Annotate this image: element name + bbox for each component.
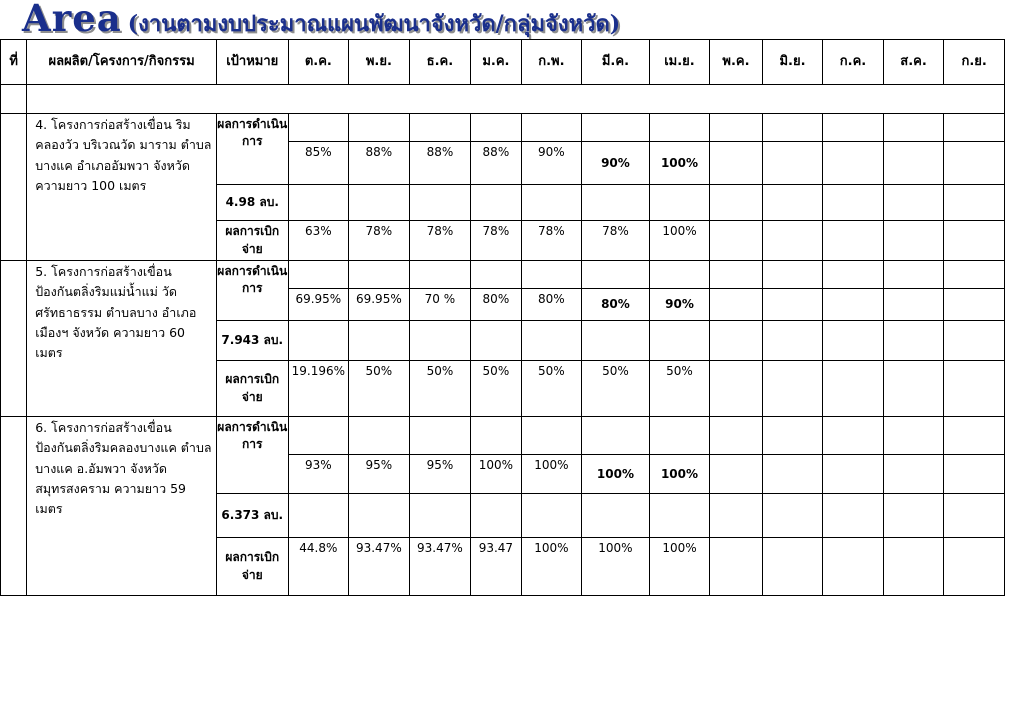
disburse-value: 78% — [471, 221, 521, 261]
target-disburse-label: ผลการเบิกจ่าย — [216, 361, 288, 417]
progress-value: 70 % — [409, 289, 471, 321]
target-progress-label: ผลการดำเนินการ — [216, 261, 288, 321]
empty-cell — [710, 114, 762, 142]
empty-cell — [649, 494, 710, 538]
empty-cell — [521, 114, 582, 142]
progress-value: 100% — [521, 455, 582, 494]
empty-cell — [762, 261, 823, 289]
empty-cell — [883, 494, 944, 538]
empty-cell — [762, 494, 823, 538]
empty-cell — [27, 85, 1005, 114]
empty-cell — [471, 261, 521, 289]
empty-cell — [762, 185, 823, 221]
disburse-value: 93.47% — [409, 538, 471, 596]
empty-cell — [521, 185, 582, 221]
empty-cell — [582, 494, 650, 538]
progress-value: 100% — [582, 455, 650, 494]
progress-value — [883, 289, 944, 321]
empty-cell — [409, 114, 471, 142]
header-month: ก.ค. — [823, 40, 884, 85]
disburse-value: 19.196% — [288, 361, 349, 417]
page-title — [22, 0, 620, 41]
empty-cell — [349, 261, 410, 289]
empty-cell — [349, 494, 410, 538]
progress-value: 69.95% — [288, 289, 349, 321]
progress-value — [762, 455, 823, 494]
empty-cell — [288, 185, 349, 221]
disburse-value — [762, 361, 823, 417]
empty-cell — [582, 114, 650, 142]
empty-cell — [521, 494, 582, 538]
project-row — [1, 261, 1005, 289]
progress-value — [883, 455, 944, 494]
header-month: พ.ย. — [349, 40, 410, 85]
disburse-value: 100% — [521, 538, 582, 596]
empty-cell — [823, 494, 884, 538]
empty-cell — [944, 185, 1005, 221]
empty-cell — [883, 114, 944, 142]
disburse-value — [944, 361, 1005, 417]
empty-cell — [823, 114, 884, 142]
disburse-value: 78% — [521, 221, 582, 261]
progress-value: 88% — [349, 142, 410, 185]
empty-cell — [710, 321, 762, 361]
header-month: เม.ย. — [649, 40, 710, 85]
empty-cell — [288, 494, 349, 538]
disburse-value: 44.8% — [288, 538, 349, 596]
disburse-value: 63% — [288, 221, 349, 261]
empty-cell — [521, 417, 582, 455]
title-subtitle: (งานตามงบประมาณแผนพัฒนาจังหวัด/กลุ่มจังหวัด) — [127, 11, 621, 37]
row-number-cell — [1, 114, 27, 261]
header-project: ผลผลิต/โครงการ/กิจกรรม — [27, 40, 217, 85]
empty-row — [1, 85, 1005, 114]
disburse-value: 100% — [582, 538, 650, 596]
progress-table — [0, 39, 1005, 596]
progress-value: 90% — [582, 142, 650, 185]
progress-value — [710, 289, 762, 321]
header-month: พ.ค. — [710, 40, 762, 85]
empty-cell — [944, 417, 1005, 455]
progress-value — [762, 142, 823, 185]
target-progress-label: ผลการดำเนินการ — [216, 417, 288, 494]
empty-cell — [944, 321, 1005, 361]
empty-cell — [762, 321, 823, 361]
header-no: ที่ — [1, 40, 27, 85]
progress-value: 100% — [649, 142, 710, 185]
disburse-value: 78% — [582, 221, 650, 261]
header-month: มี.ค. — [582, 40, 650, 85]
progress-value: 88% — [471, 142, 521, 185]
disburse-value — [823, 538, 884, 596]
empty-cell — [521, 321, 582, 361]
empty-cell — [349, 417, 410, 455]
empty-cell — [288, 417, 349, 455]
disburse-value — [710, 538, 762, 596]
row-number-cell — [1, 261, 27, 417]
empty-cell — [649, 185, 710, 221]
empty-cell — [582, 321, 650, 361]
empty-cell — [1, 85, 27, 114]
empty-cell — [649, 114, 710, 142]
progress-value — [823, 142, 884, 185]
project-name: 6. โครงการก่อสร้างเขื่อน ป้องกันตลิ่งริมคลองบางแค ตำบลบางแค อ.อัมพวา จังหวัดสมุทรสงคราม ความยาว 59 เมตร — [27, 417, 217, 596]
disburse-value — [944, 538, 1005, 596]
progress-value — [823, 289, 884, 321]
header-month: ม.ค. — [471, 40, 521, 85]
disburse-value: 50% — [349, 361, 410, 417]
disburse-value — [823, 221, 884, 261]
disburse-value — [762, 221, 823, 261]
header-target: เป้าหมาย — [216, 40, 288, 85]
empty-cell — [883, 261, 944, 289]
header-month: มิ.ย. — [762, 40, 823, 85]
target-disburse-label: ผลการเบิกจ่าย — [216, 221, 288, 261]
empty-cell — [409, 185, 471, 221]
header-month: ก.ย. — [944, 40, 1005, 85]
empty-cell — [409, 417, 471, 455]
progress-value — [944, 289, 1005, 321]
empty-cell — [349, 114, 410, 142]
empty-cell — [883, 321, 944, 361]
progress-value: 93% — [288, 455, 349, 494]
empty-cell — [823, 417, 884, 455]
disburse-value: 50% — [582, 361, 650, 417]
progress-value: 80% — [521, 289, 582, 321]
empty-cell — [471, 321, 521, 361]
project-row — [1, 417, 1005, 455]
disburse-value: 50% — [409, 361, 471, 417]
empty-cell — [710, 261, 762, 289]
progress-value: 80% — [582, 289, 650, 321]
empty-cell — [710, 417, 762, 455]
disburse-value — [823, 361, 884, 417]
empty-cell — [762, 417, 823, 455]
project-name: 4. โครงการก่อสร้างเขื่อน ริมคลองวัว บริเวณวัด มาราม ตำบลบางแค อำเภออัมพวา จังหวัด ความยาว 100 เมตร — [27, 114, 217, 261]
budget-value: 7.943 ลบ. — [216, 321, 288, 361]
empty-cell — [471, 185, 521, 221]
progress-value — [823, 455, 884, 494]
disburse-value — [883, 361, 944, 417]
disburse-value — [944, 221, 1005, 261]
title-main: Area — [22, 0, 122, 40]
empty-cell — [409, 261, 471, 289]
progress-value — [710, 142, 762, 185]
progress-value: 95% — [349, 455, 410, 494]
project-name: 5. โครงการก่อสร้างเขื่อน ป้องกันตลิ่งริมแม่น้ำแม่ วัดศรัทธาธรรม ตำบลบาง อำเภอเมืองฯ จังหวัด ความยาว 60 เมตร — [27, 261, 217, 417]
target-disburse-label: ผลการเบิกจ่าย — [216, 538, 288, 596]
header-month: ธ.ค. — [409, 40, 471, 85]
empty-cell — [288, 261, 349, 289]
project-rows — [1, 114, 1005, 596]
row-number-cell — [1, 417, 27, 596]
empty-cell — [883, 417, 944, 455]
header-month: ต.ค. — [288, 40, 349, 85]
progress-value: 88% — [409, 142, 471, 185]
progress-value: 80% — [471, 289, 521, 321]
empty-cell — [710, 494, 762, 538]
disburse-value: 93.47% — [349, 538, 410, 596]
empty-cell — [521, 261, 582, 289]
empty-cell — [823, 261, 884, 289]
empty-cell — [409, 321, 471, 361]
empty-cell — [944, 494, 1005, 538]
empty-cell — [823, 185, 884, 221]
empty-cell — [649, 417, 710, 455]
progress-value: 90% — [649, 289, 710, 321]
empty-cell — [471, 114, 521, 142]
disburse-value: 100% — [649, 538, 710, 596]
disburse-value: 78% — [349, 221, 410, 261]
progress-value: 90% — [521, 142, 582, 185]
empty-cell — [349, 185, 410, 221]
disburse-value — [883, 221, 944, 261]
empty-cell — [649, 321, 710, 361]
header-month: ส.ค. — [883, 40, 944, 85]
progress-value — [944, 455, 1005, 494]
empty-cell — [471, 417, 521, 455]
empty-cell — [582, 185, 650, 221]
empty-cell — [288, 321, 349, 361]
progress-value — [762, 289, 823, 321]
empty-cell — [582, 417, 650, 455]
empty-cell — [582, 261, 650, 289]
project-row — [1, 114, 1005, 142]
empty-cell — [823, 321, 884, 361]
budget-value: 6.373 ลบ. — [216, 494, 288, 538]
progress-value: 69.95% — [349, 289, 410, 321]
progress-value — [944, 142, 1005, 185]
progress-value: 100% — [649, 455, 710, 494]
empty-cell — [710, 185, 762, 221]
empty-cell — [944, 114, 1005, 142]
progress-value: 95% — [409, 455, 471, 494]
empty-cell — [649, 261, 710, 289]
target-progress-label: ผลการดำเนินการ — [216, 114, 288, 185]
empty-cell — [471, 494, 521, 538]
disburse-value: 50% — [521, 361, 582, 417]
disburse-value — [710, 221, 762, 261]
progress-value: 85% — [288, 142, 349, 185]
disburse-value: 78% — [409, 221, 471, 261]
budget-value: 4.98 ลบ. — [216, 185, 288, 221]
disburse-value: 50% — [471, 361, 521, 417]
disburse-value: 93.47 — [471, 538, 521, 596]
progress-value: 100% — [471, 455, 521, 494]
empty-cell — [762, 114, 823, 142]
empty-cell — [288, 114, 349, 142]
disburse-value — [883, 538, 944, 596]
empty-cell — [349, 321, 410, 361]
disburse-value — [710, 361, 762, 417]
empty-cell — [944, 261, 1005, 289]
disburse-value: 100% — [649, 221, 710, 261]
empty-cell — [409, 494, 471, 538]
header-row — [1, 40, 1005, 85]
progress-value — [710, 455, 762, 494]
empty-cell — [883, 185, 944, 221]
header-month: ก.พ. — [521, 40, 582, 85]
disburse-value: 50% — [649, 361, 710, 417]
progress-value — [883, 142, 944, 185]
disburse-value — [762, 538, 823, 596]
